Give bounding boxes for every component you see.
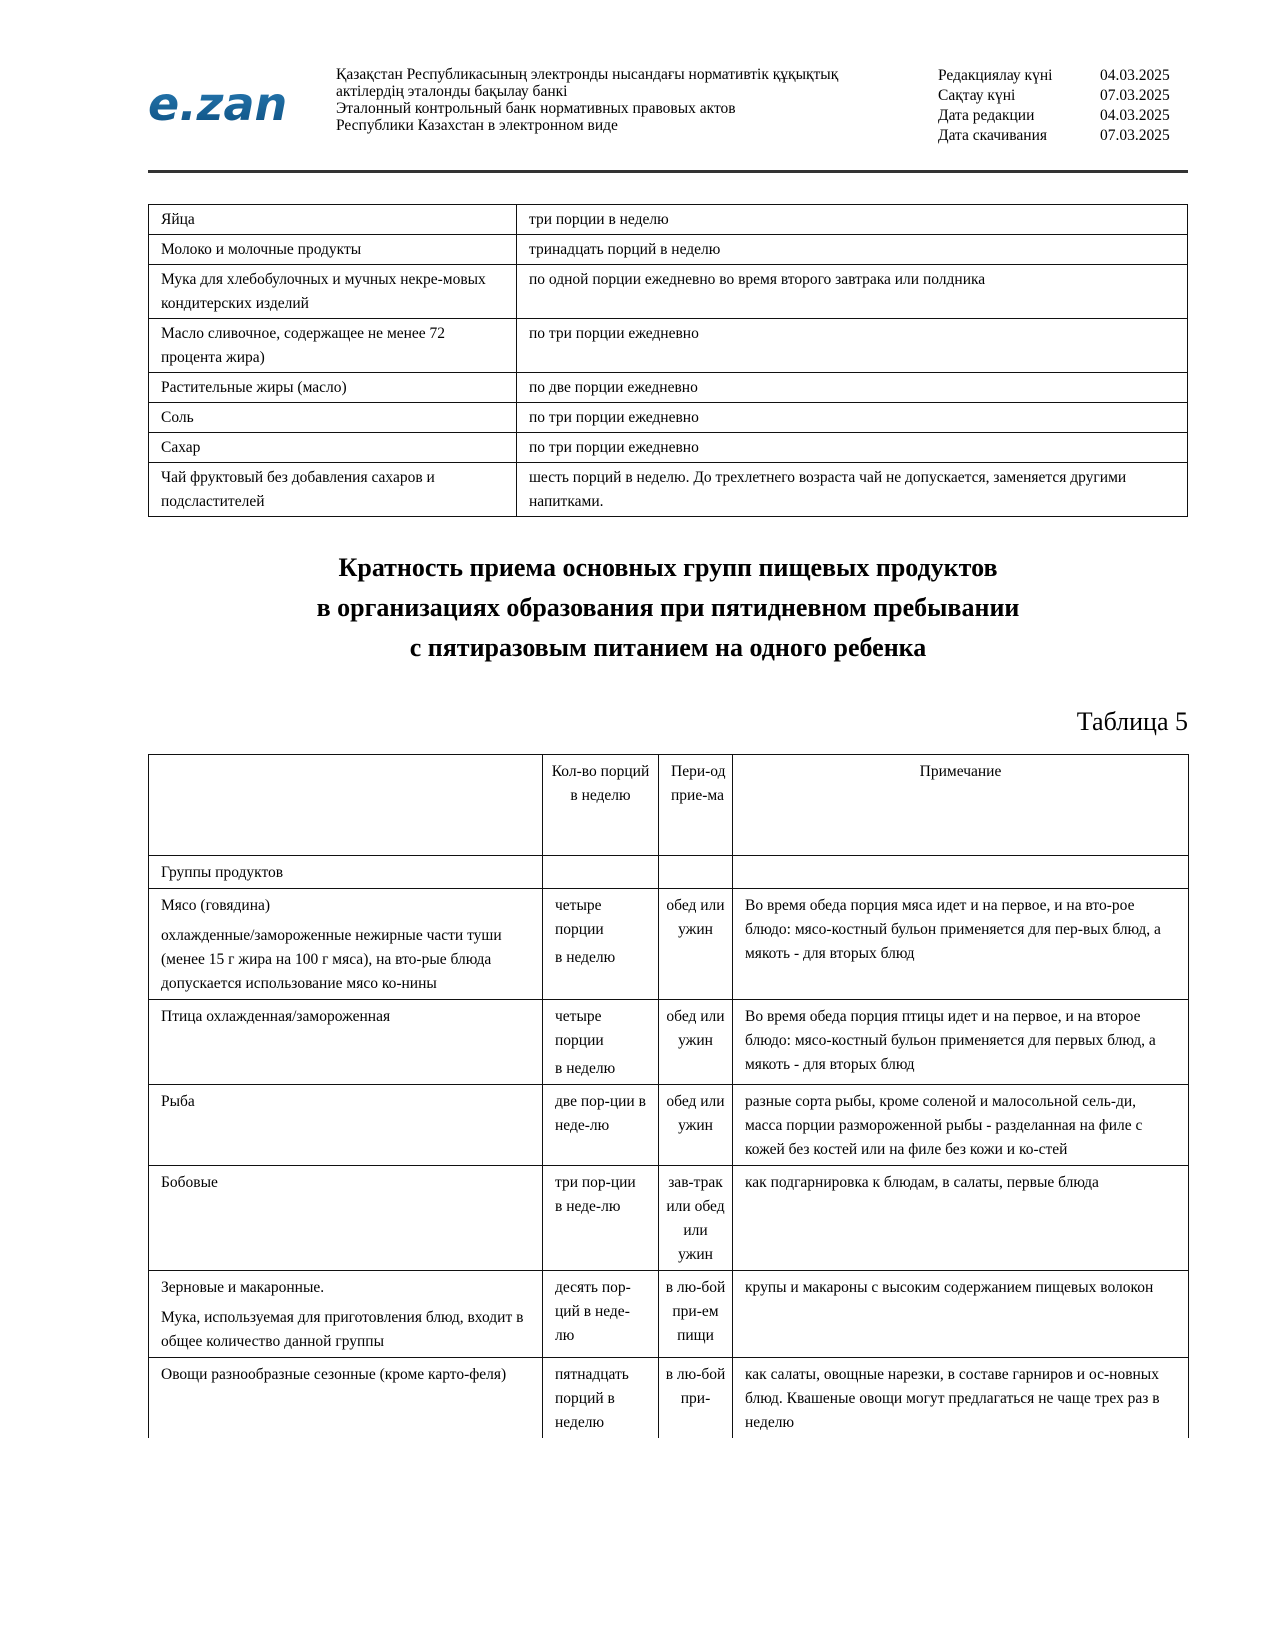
meta-row [938, 106, 1188, 126]
period-cell: зав-трак или обед или ужин [659, 1166, 733, 1271]
quantity-text: в неделю [555, 949, 616, 966]
header-divider [148, 170, 1188, 173]
product-cell: Масло сливочное, содержащее не менее 72 процента жира) [149, 319, 517, 373]
table-5 [148, 754, 1189, 1438]
empty-cell [543, 856, 659, 889]
page-header [148, 66, 1188, 166]
meta-label: Дата скачивания [938, 127, 1048, 144]
logo-text: e.zan [148, 77, 288, 130]
table-row [149, 1166, 1189, 1271]
header-cell-quantity: Кол-во порций в неделю [543, 755, 659, 856]
title-line: Кратность приема основных групп пищевых продуктов [338, 553, 998, 582]
product-cell: Мука для хлебобулочных и мучных некре-мовых кондитерских изделий [149, 265, 517, 319]
table-row [149, 265, 1188, 319]
table-row [149, 1085, 1189, 1166]
quantity-text: три пор-ции в неде-лю [555, 1174, 636, 1215]
product-cell: Чай фруктовый без добавления сахаров и подсластителей [149, 463, 517, 517]
product-text: Мясо (говядина) [161, 897, 271, 914]
meta-label: Сақтау күні [938, 87, 1016, 104]
period-cell: обед или ужин [659, 1000, 733, 1085]
note-cell: как салаты, овощные нарезки, в составе гарниров и ос-новных блюд. Квашеные овощи могут предлагаться не чаще трех раз в неделю [733, 1358, 1189, 1439]
meta-value: 07.03.2025 [1100, 87, 1170, 104]
quantity-text: пятнадцать порций в неделю [555, 1366, 629, 1431]
value-cell: по три порции ежедневно [517, 319, 1188, 373]
issuer-line: Қазақстан Республикасының электронды нысандағы нормативтік құқықтық [336, 66, 839, 83]
meta-label: Редакциялау күні [938, 67, 1053, 84]
note-cell: Во время обеда порция мяса идет и на первое, и на вто-рое блюдо: мясо-костный бульон применяется для пер-вых блюд, а мякоть - для вторых блюд [733, 889, 1189, 1000]
period-cell: в лю-бой при- [659, 1358, 733, 1439]
table-row [149, 463, 1188, 517]
quantity-cell [543, 1358, 659, 1439]
product-cell [149, 1271, 543, 1358]
header-cell-note: Примечание [733, 755, 1189, 856]
table-row [149, 373, 1188, 403]
note-cell: как подгарнировка к блюдам, в салаты, первые блюда [733, 1166, 1189, 1271]
value-cell: по одной порции ежедневно во время второго завтрака или полдника [517, 265, 1188, 319]
product-cell: Растительные жиры (масло) [149, 373, 517, 403]
table-row [149, 235, 1188, 265]
section-title [148, 548, 1188, 668]
issuer-line: Республики Казахстан в электронном виде [336, 117, 618, 134]
product-text: Мука, используемая для приготовления блюд, входит в общее количество данной группы [161, 1309, 524, 1350]
note-cell: разные сорта рыбы, кроме соленой и малосольной сель-ди, масса порции размороженной рыбы - разделанная на филе с кожей без костей или на филе без кожи и ко-стей [733, 1085, 1189, 1166]
product-text: Рыба [161, 1093, 195, 1110]
product-cell [149, 1000, 543, 1085]
product-text: Зерновые и макаронные. [161, 1279, 325, 1296]
table-row [149, 403, 1188, 433]
period-cell: в лю-бой при-ем пищи [659, 1271, 733, 1358]
table-row [149, 1358, 1189, 1439]
product-text: Бобовые [161, 1174, 218, 1191]
meta-row [938, 86, 1188, 106]
product-cell [149, 1085, 543, 1166]
product-cell: Соль [149, 403, 517, 433]
product-text: Птица охлажденная/замороженная [161, 1008, 391, 1025]
period-cell: обед или ужин [659, 889, 733, 1000]
value-cell: три порции в неделю [517, 205, 1188, 235]
quantity-cell [543, 1166, 659, 1271]
header-cell-period: Пери-од прие-ма [659, 755, 733, 856]
quantity-text: в неделю [555, 1060, 616, 1077]
table-row [149, 433, 1188, 463]
value-cell: по две порции ежедневно [517, 373, 1188, 403]
note-cell: крупы и макароны с высоким содержанием пищевых волокон [733, 1271, 1189, 1358]
table-number: Таблица 5 [1076, 707, 1188, 736]
meta-value: 07.03.2025 [1100, 127, 1170, 144]
group-row [149, 856, 1189, 889]
product-cell: Яйца [149, 205, 517, 235]
table-header-row [149, 755, 1189, 856]
quantity-cell [543, 1085, 659, 1166]
value-cell: по три порции ежедневно [517, 403, 1188, 433]
title-line: с пятиразовым питанием на одного ребенка [409, 633, 927, 662]
meta-label: Дата редакции [938, 107, 1035, 124]
table-row [149, 889, 1189, 1000]
issuer-text [336, 66, 896, 134]
empty-cell [733, 856, 1189, 889]
header-cell-empty [149, 755, 543, 856]
ezan-logo [148, 76, 298, 130]
meta-value: 04.03.2025 [1100, 107, 1170, 124]
value-cell: по три порции ежедневно [517, 433, 1188, 463]
issuer-line: Эталонный контрольный банк нормативных правовых актов [336, 100, 736, 117]
quantity-cell [543, 1000, 659, 1085]
table-row [149, 319, 1188, 373]
note-cell: Во время обеда порция птицы идет и на первое, и на второе блюдо: мясо-костный бульон применяется для первых блюд, а мякоть - для вторых блюд [733, 1000, 1189, 1085]
product-text: охлажденные/замороженные нежирные части туши (менее 15 г жира на 100 г мяса), на вто-рые блюда допускается использование мясо ко-нины [161, 927, 502, 992]
empty-cell [659, 856, 733, 889]
quantity-text: десять пор-ций в неде-лю [555, 1279, 631, 1344]
portions-table-continued [148, 204, 1188, 517]
group-label: Группы продуктов [149, 856, 543, 889]
value-cell: тринадцать порций в неделю [517, 235, 1188, 265]
quantity-cell [543, 1271, 659, 1358]
product-cell [149, 1358, 543, 1439]
quantity-text: две пор-ции в неде-лю [555, 1093, 646, 1134]
issuer-line: актілердің эталонды бақылау банкі [336, 83, 568, 100]
period-cell: обед или ужин [659, 1085, 733, 1166]
title-line: в организациях образования при пятидневном пребывании [316, 593, 1020, 622]
document-dates [938, 66, 1188, 146]
product-text: Овощи разнообразные сезонные (кроме карто-феля) [161, 1366, 507, 1383]
table-row [149, 205, 1188, 235]
product-cell: Сахар [149, 433, 517, 463]
meta-row [938, 66, 1188, 86]
product-cell [149, 889, 543, 1000]
meta-row [938, 126, 1188, 146]
value-cell: шесть порций в неделю. До трехлетнего возраста чай не допускается, заменяется другими напитками. [517, 463, 1188, 517]
quantity-cell [543, 889, 659, 1000]
meta-value: 04.03.2025 [1100, 67, 1170, 84]
product-cell: Молоко и молочные продукты [149, 235, 517, 265]
table-row [149, 1000, 1189, 1085]
product-cell [149, 1166, 543, 1271]
quantity-text: четыре порции [555, 897, 604, 938]
table-row [149, 1271, 1189, 1358]
quantity-text: четыре порции [555, 1008, 604, 1049]
